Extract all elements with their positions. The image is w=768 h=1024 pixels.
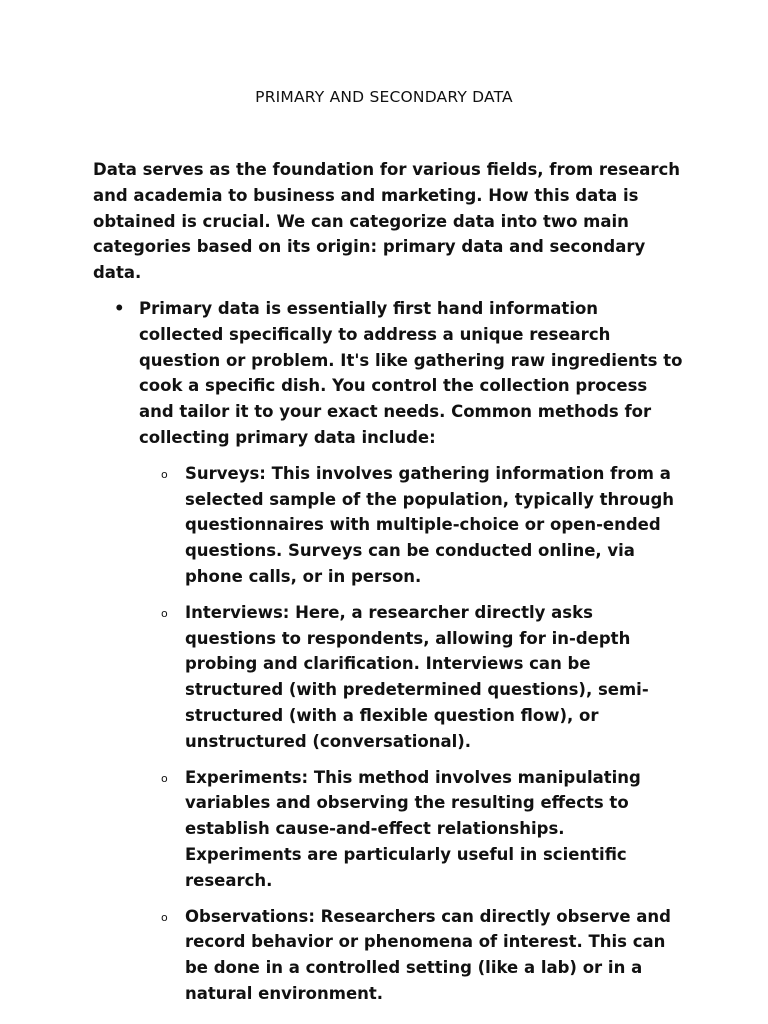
- hollow-circle-icon: o: [161, 606, 168, 620]
- bullet-text: Primary data is essentially first hand information collected specifically to address a unique research question or problem. It's like gathering raw ingredients to cook a specific dish. You control the collection process and tailor it to your exact needs. Common methods for collecting primary data include:: [139, 298, 683, 447]
- sub-item-text: Surveys: This involves gathering information from a selected sample of the population, typically through questionnaires with multiple-choice or open-ended questions. Surveys can be conducted online, via phone calls, or in person.: [185, 463, 675, 586]
- sub-item-interviews: [139, 600, 683, 755]
- bullet-list: [93, 296, 683, 1007]
- sub-item-observations: [139, 904, 683, 1007]
- sub-item-surveys: [139, 461, 683, 590]
- sub-item-text: Experiments: This method involves manipulating variables and observing the resulting effects to establish cause-and-effect relationships. Experiments are particularly useful in scientific research.: [185, 767, 641, 890]
- sub-item-text: Observations: Researchers can directly observe and record behavior or phenomena of interest. This can be done in a controlled setting (like a lab) or in a natural environment.: [185, 906, 671, 1003]
- document-title: PRIMARY AND SECONDARY DATA: [255, 88, 513, 106]
- intro-paragraph: Data serves as the foundation for various fields, from research and academia to business and marketing. How this data is obtained is crucial. We can categorize data into two main categories based on its origin: primary data and secondary data.: [93, 160, 681, 283]
- sub-item-experiments: [139, 765, 683, 894]
- sub-list: [139, 461, 683, 1007]
- hollow-circle-icon: o: [161, 910, 168, 924]
- bullet-dot-icon: •: [114, 298, 125, 318]
- hollow-circle-icon: o: [161, 467, 168, 481]
- sub-item-text: Interviews: Here, a researcher directly asks questions to respondents, allowing for in-depth probing and clarification. Interviews can be structured (with predetermined questions), semi-structured (with a flexible question flow), or unstructured (conversational).: [185, 602, 649, 751]
- bullet-item-primary-data: [93, 296, 683, 1007]
- document-body: [93, 157, 683, 1017]
- hollow-circle-icon: o: [161, 771, 168, 785]
